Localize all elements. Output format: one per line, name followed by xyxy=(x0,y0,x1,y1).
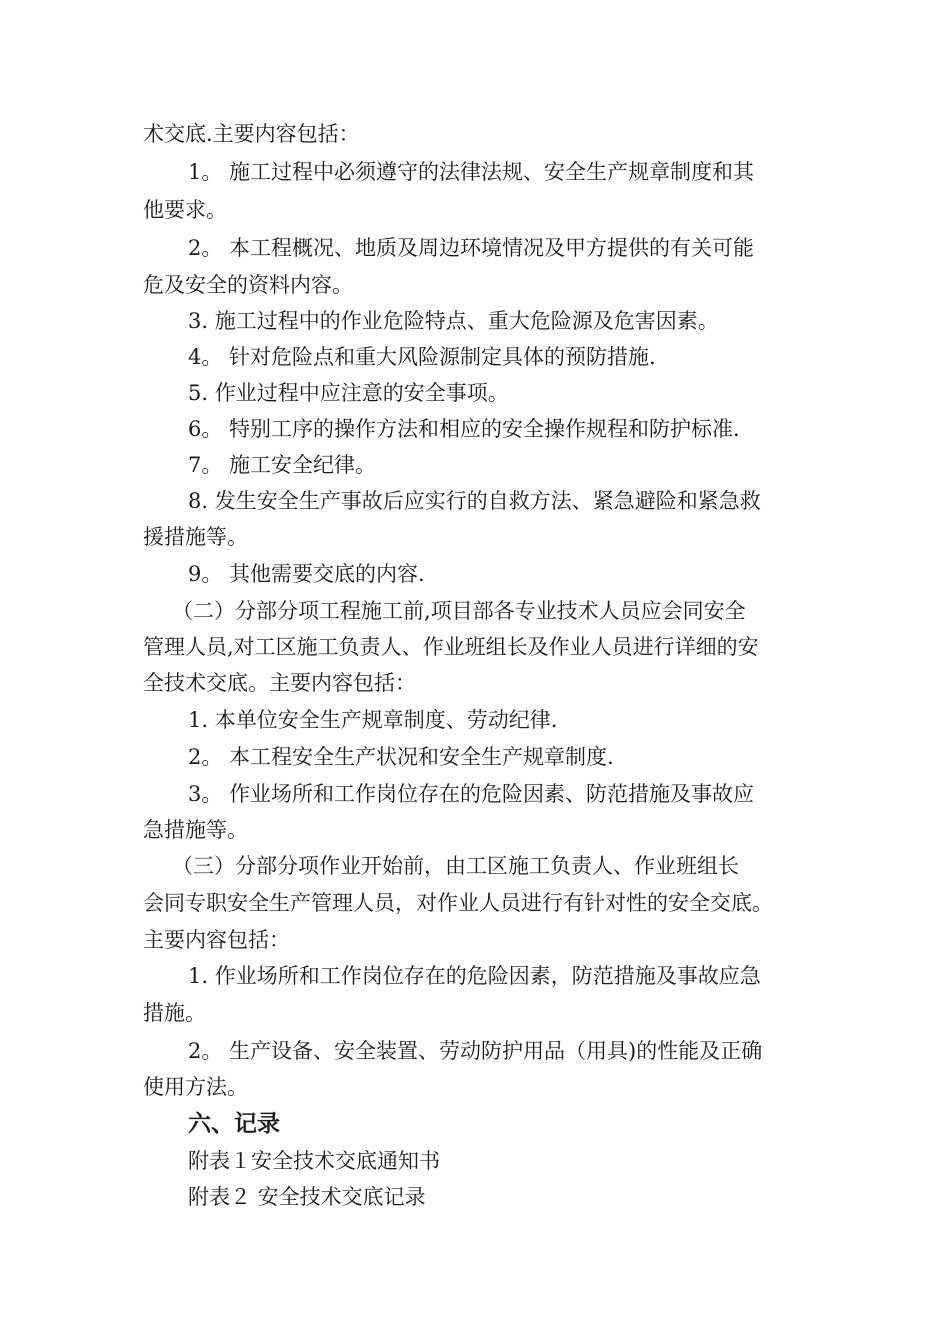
list-item: 1. 本单位安全生产规章制度、劳动纪律. xyxy=(188,708,558,732)
section-intro: （二）分部分项工程施工前,项目部各专业技术人员应会同安全 xyxy=(172,599,746,623)
section-heading: 六、记录 xyxy=(188,1111,280,1137)
list-item: 8. 发生安全生产事故后应实行的自救方法、紧急避险和紧急救 xyxy=(188,489,761,513)
text-line: 会同专职安全生产管理人员，对作业人员进行有针对性的安全交底。 xyxy=(143,891,773,915)
section-intro: （三）分部分项作业开始前，由工区施工负责人、作业班组长 xyxy=(172,854,739,878)
list-item: 2。 本工程概况、地质及周边环境情况及甲方提供的有关可能 xyxy=(188,236,755,260)
text-line: 急措施等。 xyxy=(143,818,248,842)
list-item: 2。 本工程安全生产状况和安全生产规章制度. xyxy=(188,745,614,769)
list-item: 7。 施工安全纪律。 xyxy=(188,453,377,477)
text-line: 他要求。 xyxy=(143,198,227,222)
text-line: 危及安全的资料内容。 xyxy=(143,273,353,297)
appendix-item: 附表２ 安全技术交底记录 xyxy=(188,1185,426,1209)
text-line: 术交底.主要内容包括： xyxy=(143,122,360,146)
list-item: 3. 施工过程中的作业危险特点、重大危险源及危害因素。 xyxy=(188,309,719,333)
list-item: 1. 作业场所和工作岗位存在的危险因素，防范措施及事故应急 xyxy=(188,964,761,988)
appendix-item: 附表１安全技术交底通知书 xyxy=(188,1149,440,1173)
list-item: 1。 施工过程中必须遵守的法律法规、安全生产规章制度和其 xyxy=(188,160,755,184)
list-item: 9。 其他需要交底的内容. xyxy=(188,562,425,586)
list-item: 2。 生产设备、安全装置、劳动防护用品（用具)的性能及正确 xyxy=(188,1039,763,1063)
text-line: 使用方法。 xyxy=(143,1075,248,1099)
list-item: 5. 作业过程中应注意的安全事项。 xyxy=(188,381,509,405)
list-item: 6。 特别工序的操作方法和相应的安全操作规程和防护标准. xyxy=(188,417,740,441)
text-line: 全技术交底。主要内容包括： xyxy=(143,671,416,695)
text-line: 管理人员,对工区施工负责人、作业班组长及作业人员进行详细的安 xyxy=(143,635,759,659)
text-line: 主要内容包括： xyxy=(143,928,290,952)
list-item: 3。 作业场所和工作岗位存在的危险因素、防范措施及事故应 xyxy=(188,782,755,806)
list-item: 4。 针对危险点和重大风险源制定具体的预防措施. xyxy=(188,345,656,369)
text-line: 措施。 xyxy=(143,1001,206,1025)
text-line: 援措施等。 xyxy=(143,525,248,549)
